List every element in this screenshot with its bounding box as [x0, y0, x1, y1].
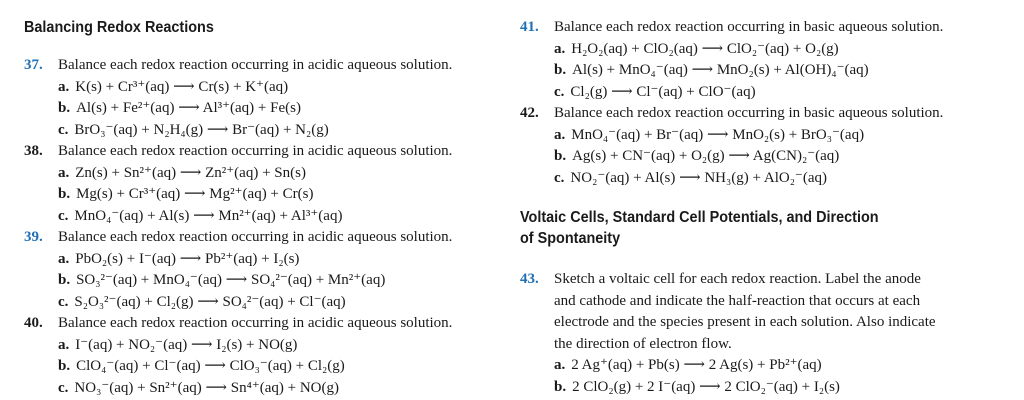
equation-item: a. I⁻(aq) + NO₂⁻(aq) ⟶ I₂(s) + NO(g)	[58, 336, 298, 353]
problem-prompt-line: the direction of electron flow.	[554, 335, 732, 352]
equation-item: c. NO₂⁻(aq) + Al(s) ⟶ NH₃(g) + AlO₂⁻(aq)	[554, 169, 827, 186]
problem-prompt: 43. Sketch a voltaic cell for each redox reaction. Label the anode	[520, 269, 1010, 291]
equation-item: c. Cl₂(g) ⟶ Cl⁻(aq) + ClO⁻(aq)	[554, 83, 756, 100]
problem-number: 38.	[24, 143, 43, 159]
problem-number: 40.	[24, 315, 43, 331]
equation-item: a. PbO₂(s) + I⁻(aq) ⟶ Pb²⁺(aq) + I₂(s)	[58, 250, 300, 267]
problem-41	[520, 17, 1010, 103]
problem-prompt: 38. Balance each redox reaction occurring in acidic aqueous solution.	[24, 141, 494, 163]
problem-38	[24, 141, 494, 227]
problem-prompt: 40. Balance each redox reaction occurring in acidic aqueous solution.	[24, 313, 494, 335]
problem-39	[24, 227, 494, 313]
equation-item: a. H₂O₂(aq) + ClO₂(aq) ⟶ ClO₂⁻(aq) + O₂(g)	[554, 40, 839, 57]
equation-item: b. SO₃²⁻(aq) + MnO₄⁻(aq) ⟶ SO₄²⁻(aq) + Mn²⁺(aq)	[58, 272, 386, 288]
problem-prompt-line: electrode and the species present in each solution. Also indicate	[554, 314, 936, 330]
equation-item: b. ClO₄⁻(aq) + Cl⁻(aq) ⟶ ClO₃⁻(aq) + Cl₂(g)	[58, 358, 345, 374]
problem-prompt: 41. Balance each redox reaction occurring in basic aqueous solution.	[520, 17, 1010, 39]
left-column	[24, 17, 494, 399]
problem-number: 42.	[520, 105, 539, 121]
right-column	[520, 17, 1010, 398]
section-title-balancing: Balancing Redox Reactions	[24, 19, 214, 36]
problem-number: 43.	[520, 271, 539, 287]
equation-item: b. Mg(s) + Cr³⁺(aq) ⟶ Mg²⁺(aq) + Cr(s)	[58, 186, 314, 202]
equation-item: c. S₂O₃²⁻(aq) + Cl₂(g) ⟶ SO₄²⁻(aq) + Cl⁻(aq)	[58, 293, 346, 310]
problem-prompt: 39. Balance each redox reaction occurring in acidic aqueous solution.	[24, 227, 494, 249]
problem-number: 41.	[520, 19, 539, 35]
equation-item: b. Al(s) + Fe²⁺(aq) ⟶ Al³⁺(aq) + Fe(s)	[58, 100, 301, 116]
section-title-voltaic-cont: of Spontaneity	[520, 230, 621, 247]
problem-prompt-line: and cathode and indicate the half-reaction that occurs at each	[554, 292, 921, 309]
problem-40	[24, 313, 494, 399]
section-title-voltaic: Voltaic Cells, Standard Cell Potentials, and Direction	[520, 209, 879, 226]
equation-item: c. MnO₄⁻(aq) + Al(s) ⟶ Mn²⁺(aq) + Al³⁺(aq)	[58, 207, 343, 224]
equation-item: a. K(s) + Cr³⁺(aq) ⟶ Cr(s) + K⁺(aq)	[58, 78, 289, 95]
problem-37	[24, 55, 494, 141]
equation-item: b. Ag(s) + CN⁻(aq) + O₂(g) ⟶ Ag(CN)₂⁻(aq)	[554, 148, 840, 164]
equation-item: c. BrO₃⁻(aq) + N₂H₄(g) ⟶ Br⁻(aq) + N₂(g)	[58, 121, 329, 138]
equation-item: a. MnO₄⁻(aq) + Br⁻(aq) ⟶ MnO₂(s) + BrO₃⁻(aq)	[554, 126, 865, 143]
equation-item: b. Al(s) + MnO₄⁻(aq) ⟶ MnO₂(s) + Al(OH)₄⁻(aq)	[554, 62, 869, 78]
problem-prompt: 42. Balance each redox reaction occurring in basic aqueous solution.	[520, 103, 1010, 125]
problem-42	[520, 103, 1010, 189]
equation-item: c. NO₃⁻(aq) + Sn²⁺(aq) ⟶ Sn⁴⁺(aq) + NO(g)	[58, 379, 340, 396]
equation-item: a. Zn(s) + Sn²⁺(aq) ⟶ Zn²⁺(aq) + Sn(s)	[58, 164, 306, 181]
problem-number: 39.	[24, 229, 43, 245]
equation-item: b. 2 ClO₂(g) + 2 I⁻(aq) ⟶ 2 ClO₂⁻(aq) + I₂(s)	[554, 378, 840, 395]
problem-prompt: 37. Balance each redox reaction occurring in acidic aqueous solution.	[24, 55, 494, 77]
equation-item: a. 2 Ag⁺(aq) + Pb(s) ⟶ 2 Ag(s) + Pb²⁺(aq)	[554, 357, 822, 373]
problem-number: 37.	[24, 57, 43, 73]
problem-43	[520, 269, 1010, 398]
